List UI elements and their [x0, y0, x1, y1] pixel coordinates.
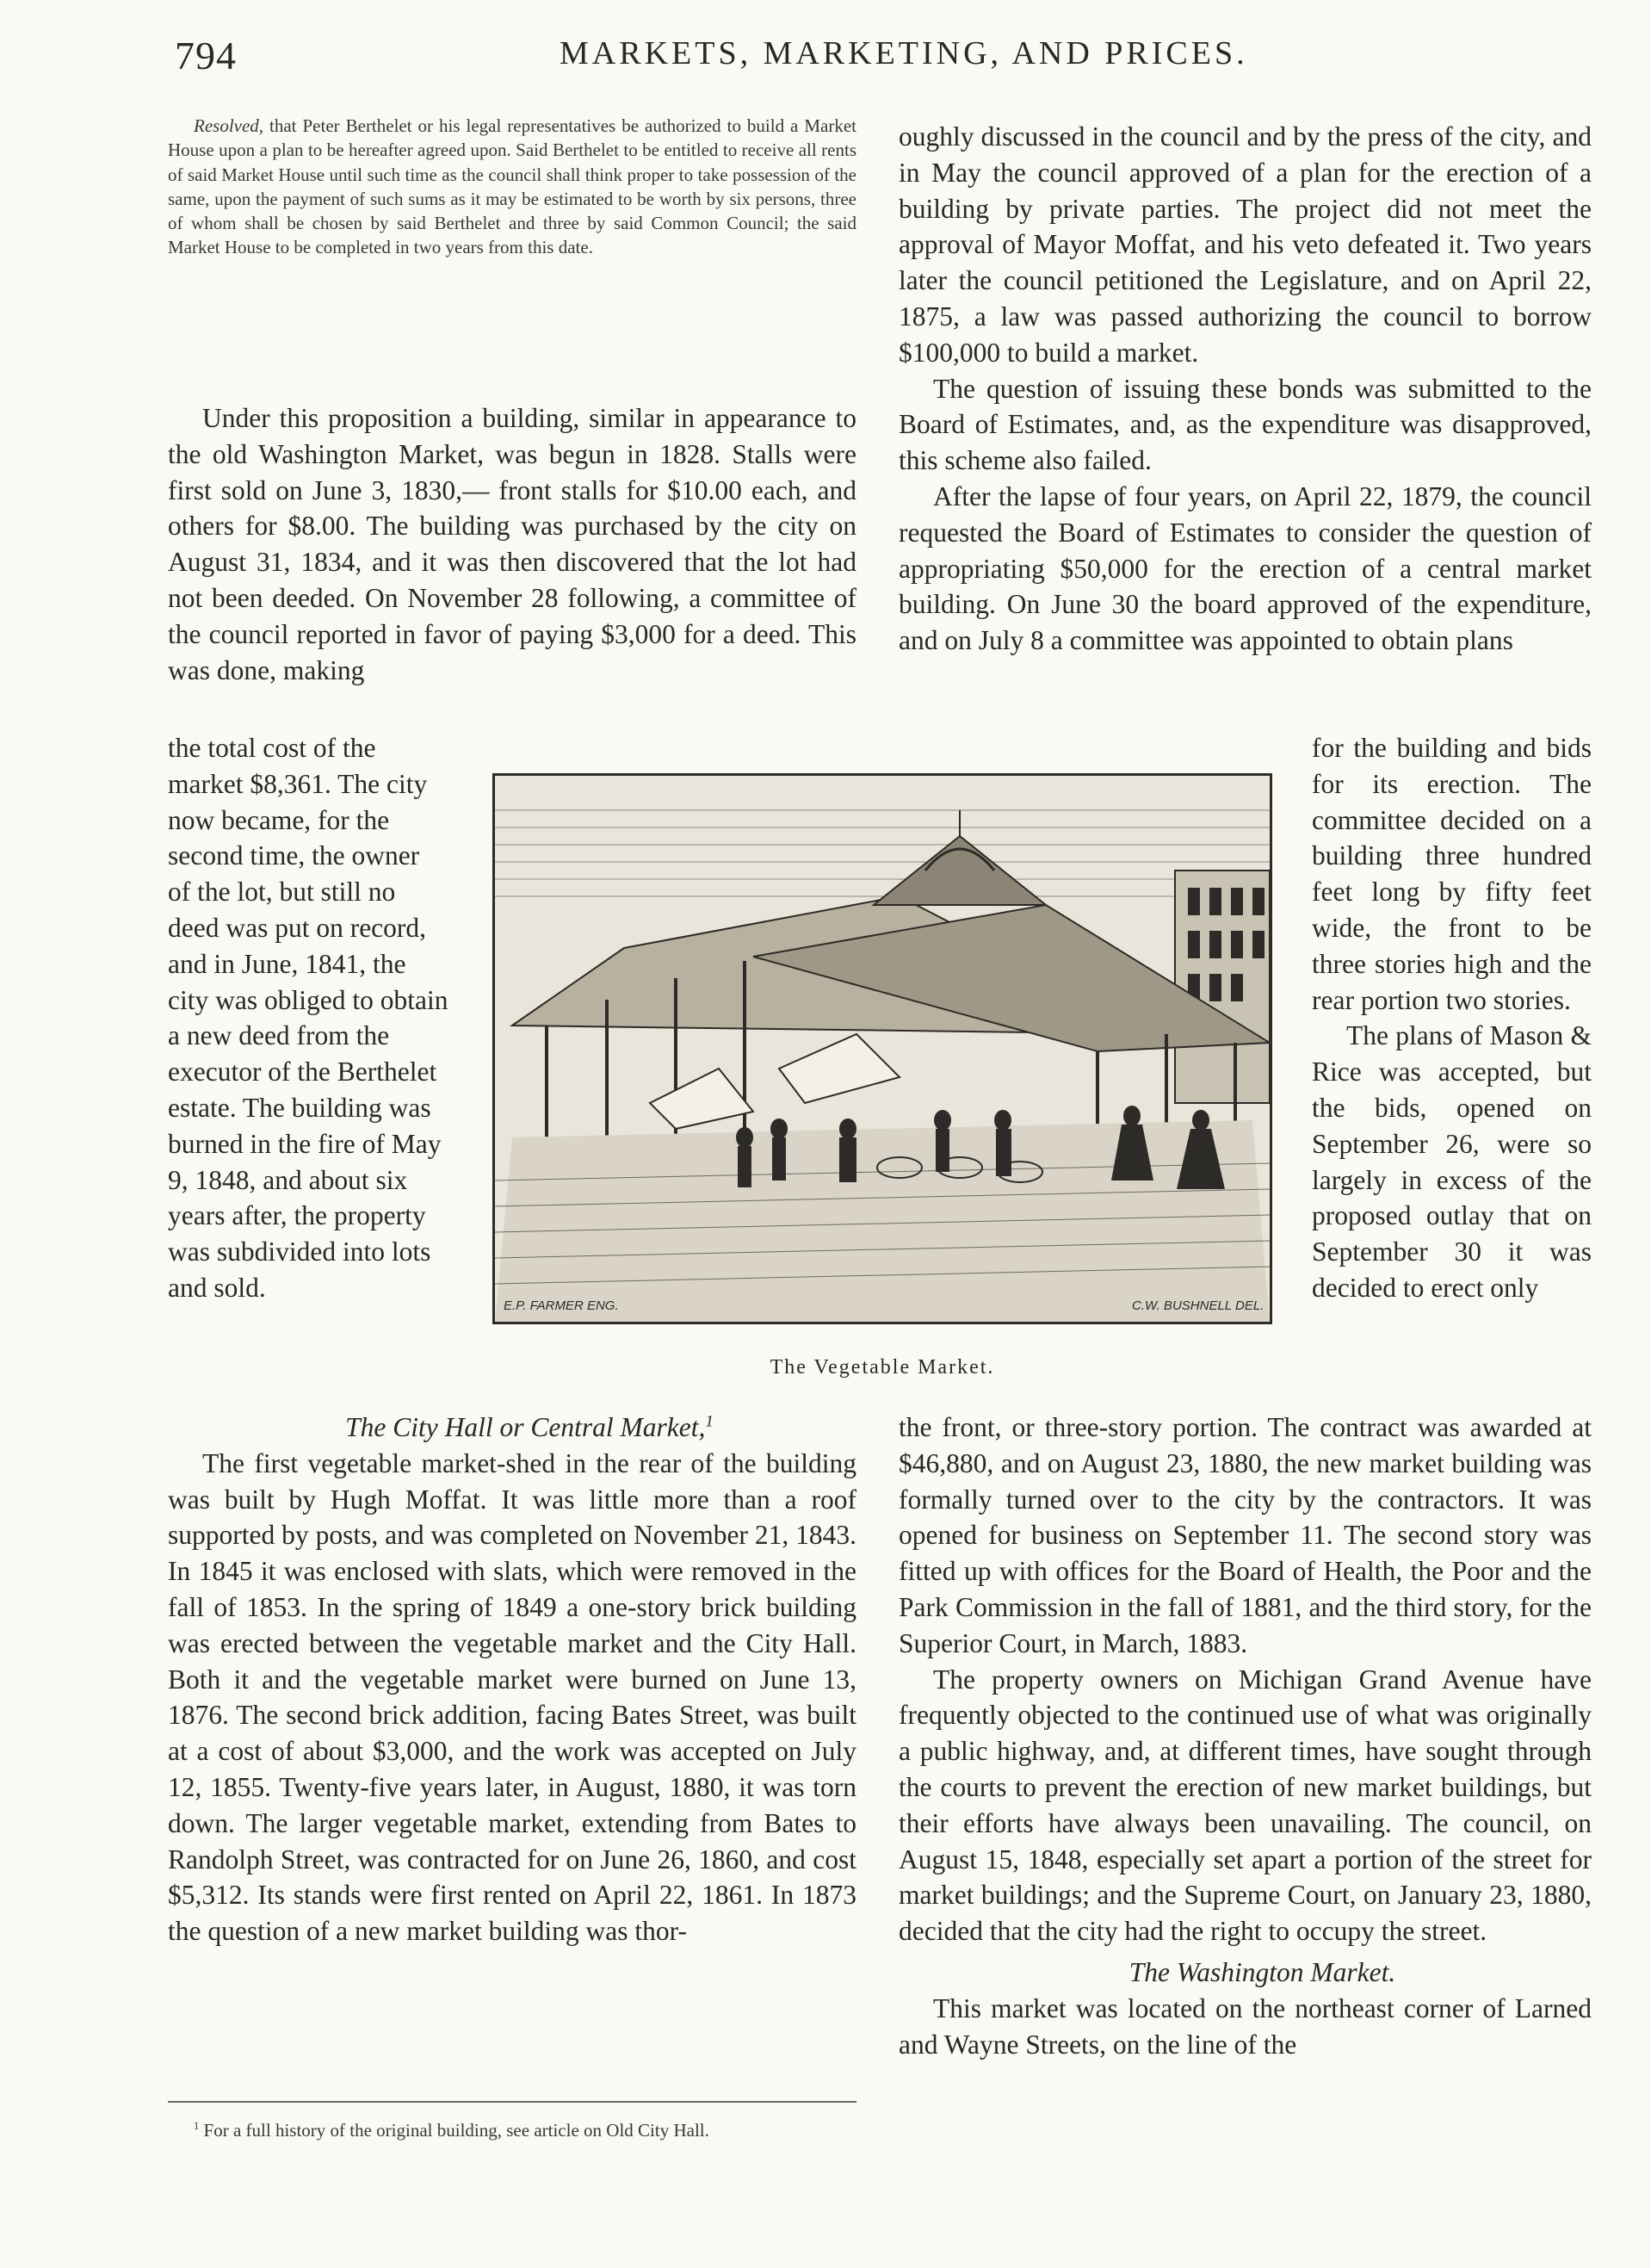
section-heading-washington: The Washington Market.	[1128, 1956, 1396, 1987]
float-left-text	[168, 730, 448, 1306]
left-column-lower	[168, 1410, 856, 1949]
heading-text: The City Hall or Central Market,	[345, 1412, 706, 1442]
page-number: 794	[175, 34, 237, 77]
resolution-text: that Peter Berthelet or his legal representatives be authorized to build a Market House upon a plan to be hereafter agreed upon. Said Berthelet to be entitled to receive all rents of said Market House until such time as the council shall think proper to take possession of the same, upon the payment of such sums as it may be estimated to be worth by six persons, three of whom shall be chosen by said Berthelet and three by said Common Council; the said Market House to be completed in two years from this date.	[168, 115, 856, 258]
paragraph: The first vegetable market-shed in the rear of the building was built by Hugh Moffat. It was little more than a roof supported by posts, and was completed on November 21, 1843. In 1845 it was enclosed with slats, which were removed in the fall of 1853. In the spring of 1849 a one-story brick building was erected between the vegetable market and the City Hall. Both it and the vegetable market were burned on June 13, 1876. The second brick addition, facing Bates Street, was built at a cost of about $3,000, and the work was accepted on July 12, 1855. Twenty-five years later, in August, 1880, it was torn down. The larger vegetable market, extending from Bates to Randolph Street, was contracted for on June 26, 1860, and cost $5,312. Its stands were first rented on April 22, 1861. In 1873 the question of a new market building was thor-	[168, 1447, 856, 1947]
footnote-mark: 1	[705, 1412, 714, 1431]
engraver-signature-left: E.P. FARMER ENG.	[504, 1298, 619, 1313]
footnote-body: For a full history of the original building, see article on Old City Hall.	[199, 2120, 709, 2141]
resolution-block	[168, 114, 856, 260]
left-column-top	[168, 400, 856, 688]
paragraph: the front, or three-story portion. The contract was awarded at $46,880, and on August 23, 1880, the new market building was formally turned over to the city by the contractors. It was opened for business on September 11. The second story was fitted up with offices for the Board of Health, the Poor and the Park Commission in the fall of 1881, and the third story, for the Superior Court, in March, 1883.	[899, 1412, 1592, 1658]
paragraph: Under this proposition a building, similar in appearance to the old Washington Market, was begun in 1828. Stalls were first sold on June 3, 1830,— front stalls for $10.00 each, and others for $8.00. The building was purchased by the city on August 31, 1834, and it was then discovered that the lot had not been deeded. On November 28 following, a committee of the council reported in favor of paying $3,000 for a deed. This was done, making	[168, 403, 856, 685]
float-right-text	[1312, 730, 1592, 1306]
footnote-rule	[168, 2101, 856, 2103]
figure-caption: The Vegetable Market.	[770, 1356, 995, 1379]
paragraph: The question of issuing these bonds was submitted to the Board of Estimates, and, as the expenditure was disapproved, this scheme also failed.	[899, 373, 1592, 476]
paragraph: the total cost of the market $8,361. The city now became, for the second time, the owner of the lot, but still no deed was put on record, and in June, 1841, the city was obliged to obtain a new deed from the executor of the Berthelet estate. The building was burned in the fire of May 9, 1848, and about six years after, the property was subdivided into lots and sold.	[168, 733, 448, 1303]
right-column-lower	[899, 1410, 1592, 2062]
paragraph: for the building and bids for its erection. The committee decided on a building three hundred feet long by fifty feet wide, the front to be three stories high and the rear portion two stories.	[1312, 733, 1592, 1015]
paragraph: The plans of Mason & Rice was accepted, but the bids, opened on September 26, were so largely in excess of the proposed outlay that on September 30 it was decided to erect only	[1312, 1020, 1592, 1303]
resolution-lead: Resolved,	[194, 115, 264, 136]
resolution-paragraph	[168, 114, 856, 260]
footnote-number: 1	[194, 2120, 200, 2132]
running-head: MARKETS, MARKETING, AND PRICES.	[560, 35, 1248, 71]
right-column-top	[899, 119, 1592, 659]
paragraph: oughly discussed in the council and by the press of the city, and in May the council approved of a plan for the erection of a building by private parties. The project did not meet the approval of Mayor Moffat, and his veto defeated it. Two years later the council petitioned the Legislature, and on April 22, 1875, a law was passed authorizing the council to borrow $100,000 to build a market.	[899, 121, 1592, 368]
paragraph: The property owners on Michigan Grand Avenue have frequently objected to the continued use of what was originally a public highway, and, at different times, have sought through the courts to prevent the erection of new market buildings, but their efforts have always been unavailing. The council, on August 15, 1848, especially set apart a portion of the street for market buildings; and the Supreme Court, on January 23, 1880, decided that the city had the right to occupy the street.	[899, 1664, 1592, 1947]
footnote	[168, 2118, 856, 2142]
section-heading-city-hall	[168, 1410, 856, 1446]
vegetable-market-engraving	[492, 773, 1272, 1324]
paragraph: This market was located on the northeast corner of Larned and Wayne Streets, on the line of the	[899, 1992, 1592, 2060]
engraver-signature-right: C.W. BUSHNELL DEL.	[1132, 1298, 1265, 1313]
paragraph: After the lapse of four years, on April 22, 1879, the council requested the Board of Estimates to consider the question of appropriating $50,000 for the erection of a central market building. On June 30 the board approved of the expenditure, and on July 8 a committee was appointed to obtain plans	[899, 480, 1592, 656]
footnote-text	[168, 2118, 856, 2142]
